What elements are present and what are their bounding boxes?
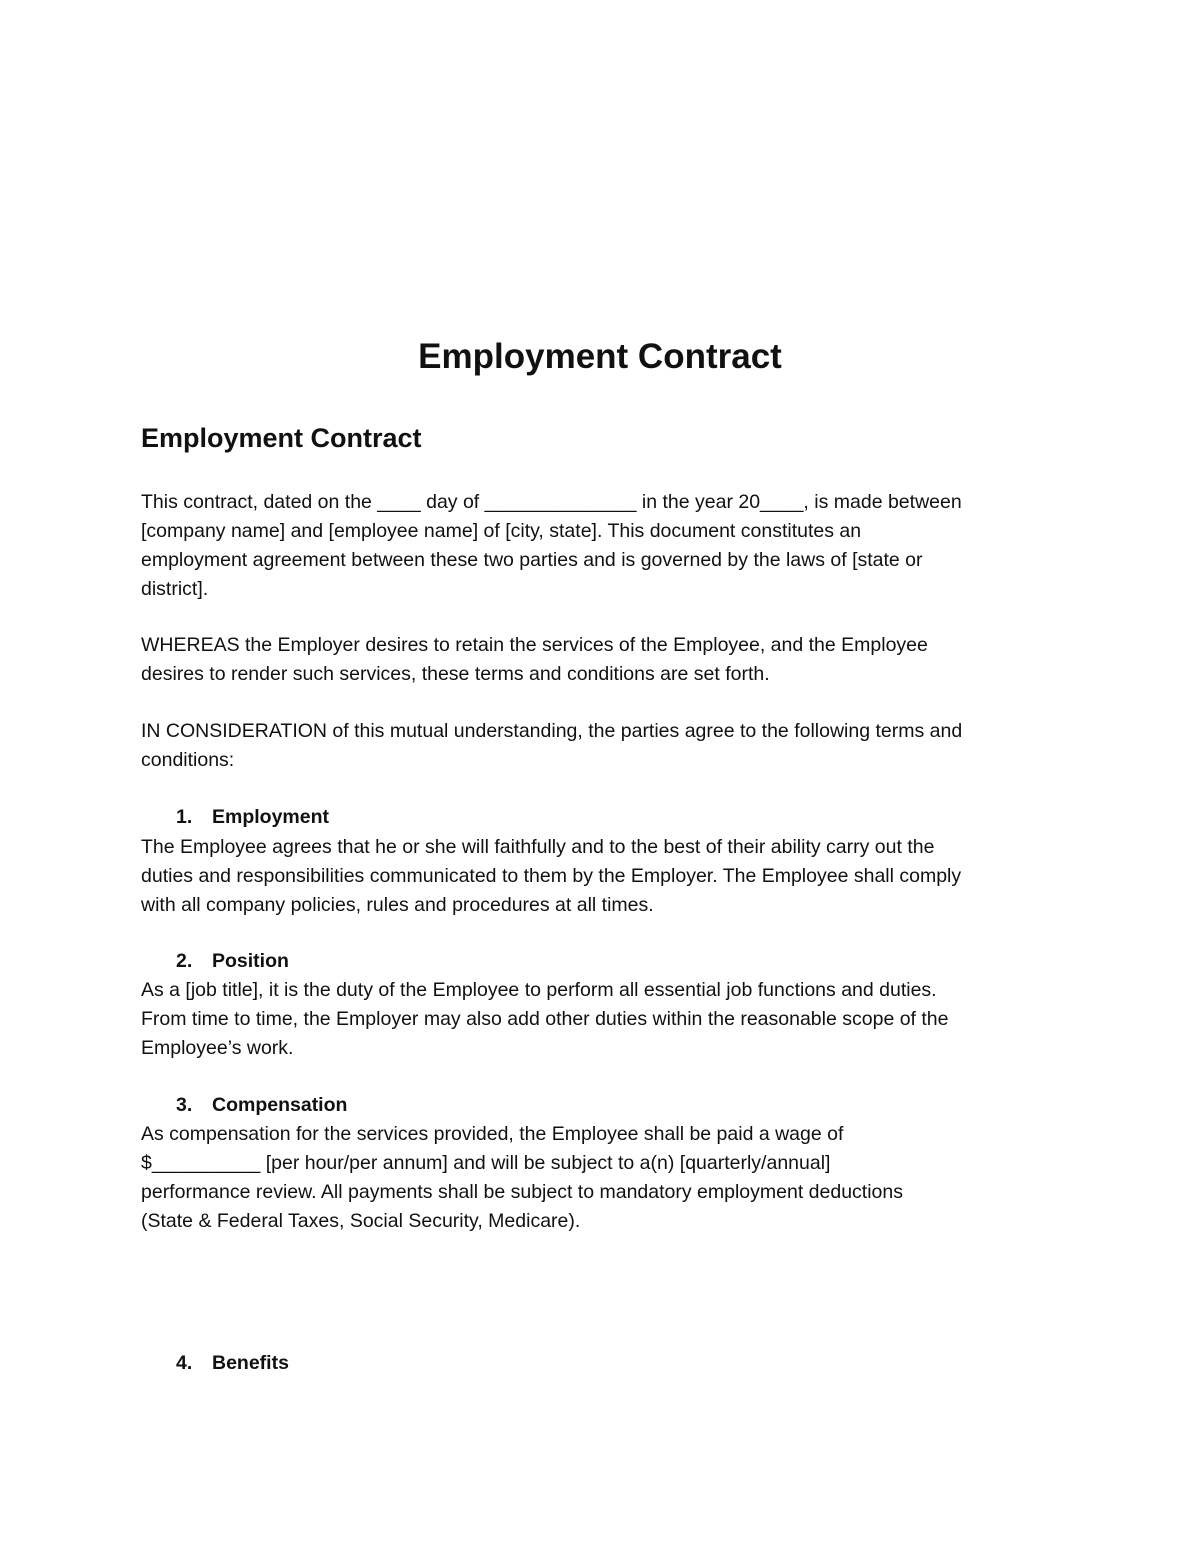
- section-title: Benefits: [212, 1352, 289, 1374]
- section-heading-compensation: [176, 1091, 347, 1120]
- section-number: 2.: [176, 950, 193, 972]
- section-title: Position: [212, 950, 289, 972]
- document-title: Employment Contract: [418, 337, 782, 376]
- whereas-paragraph: WHEREAS the Employer desires to retain the services of the Employee, and the Employee desires to render such services, these terms and conditions are set forth.: [141, 634, 928, 685]
- consideration-paragraph: IN CONSIDERATION of this mutual understanding, the parties agree to the following terms and conditions:: [141, 720, 963, 771]
- section-body-employment: The Employee agrees that he or she will faithfully and to the best of their ability carry out the duties and responsibilities communicated to them by the Employer. The Employee shall comply with all company policies, rules and procedures at all times.: [141, 836, 962, 916]
- section-title: Employment: [212, 806, 330, 828]
- section-body-position: As a [job title], it is the duty of the Employee to perform all essential job functions and duties. From time to time, the Employer may also add other duties within the reasonable scope of the Employee’s work.: [141, 979, 949, 1059]
- section-number: 3.: [176, 1094, 193, 1116]
- section-heading-benefits: [176, 1349, 289, 1378]
- section-heading-position: [176, 947, 289, 976]
- document-subtitle: Employment Contract: [141, 423, 422, 453]
- section-number: 4.: [176, 1352, 193, 1374]
- section-title: Compensation: [212, 1094, 348, 1116]
- intro-paragraph: This contract, dated on the ____ day of ______________ in the year 20____, is made between [company name] and [employee name] of [city, state]. This document constitutes an employment agreement between these two parties and is governed by the laws of [state or district].: [141, 491, 962, 600]
- section-body-compensation: As compensation for the services provided, the Employee shall be paid a wage of $__________ [per hour/per annum] and will be subject to a(n) [quarterly/annual] performance review. All payments shall be subject to mandatory employment deductions (State & Federal Taxes, Social Security, Medicare).: [141, 1123, 903, 1232]
- section-number: 1.: [176, 806, 193, 828]
- section-heading-employment: [176, 803, 329, 832]
